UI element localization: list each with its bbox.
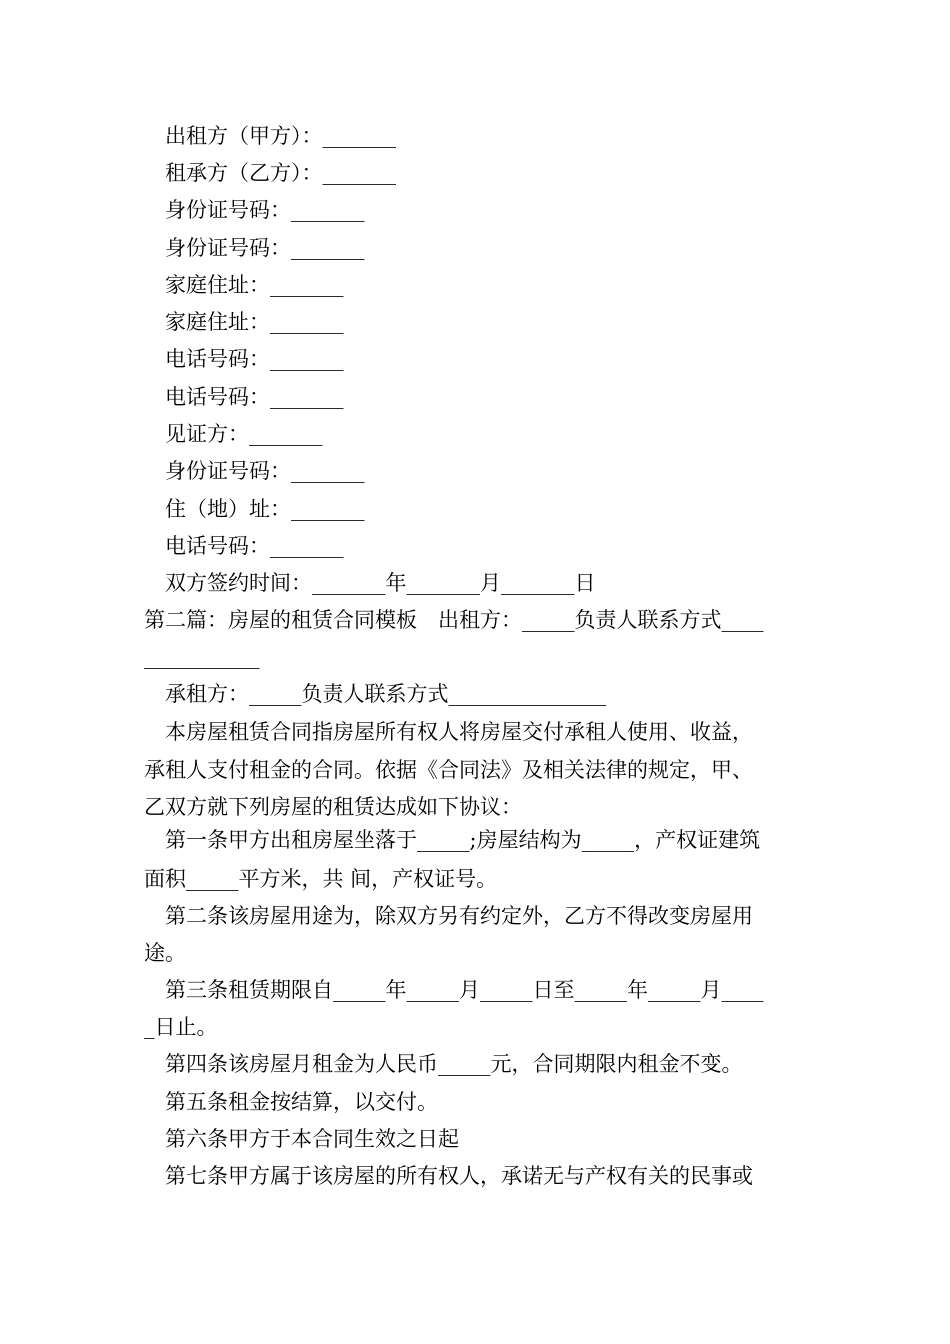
article-7-line: 第七条甲方属于该房屋的所有权人，承诺无与产权有关的民事或 [165, 1164, 753, 1188]
paragraph-line: 本房屋租赁合同指房屋所有权人将房屋交付承租人使用、收益， [165, 720, 753, 744]
lessee-party-line: 租承方（乙方）：_______ [165, 161, 396, 185]
address-line: 住（地）址：_______ [165, 497, 365, 521]
article-3-line: _日止。 [144, 1015, 218, 1039]
signing-date-line: 双方签约时间：_______年_______月_______日 [165, 571, 596, 595]
article-6-line: 第六条甲方于本合同生效之日起 [165, 1127, 459, 1151]
article-2-line: 途。 [144, 941, 186, 965]
article-3-line: 第三条租赁期限自_____年_____月_____日至_____年_____月____ [165, 978, 764, 1002]
article-2-line: 第二条该房屋用途为，除双方另有约定外，乙方不得改变房屋用 [165, 904, 753, 928]
article-4-line: 第四条该房屋月租金为人民币_____元，合同期限内租金不变。 [165, 1052, 743, 1076]
paragraph-line: 承租人支付租金的合同。依据《合同法》及相关法律的规定，甲、 [144, 758, 753, 782]
article-5-line: 第五条租金按结算，以交付。 [165, 1090, 438, 1114]
lessee-contact-line: 承租方：_____负责人联系方式_______________ [165, 682, 606, 706]
paragraph-line: 乙双方就下列房屋的租赁达成如下协议： [144, 795, 522, 819]
lessor-party-line: 出租方（甲方）：_______ [165, 124, 396, 148]
phone-number-line: 电话号码：_______ [165, 347, 344, 371]
id-number-line: 身份证号码：_______ [165, 459, 365, 483]
home-address-line: 家庭住址：_______ [165, 273, 344, 297]
id-number-line: 身份证号码：_______ [165, 198, 365, 222]
article-1-line: 第一条甲方出租房屋坐落于_____;房屋结构为_____，产权证建筑 [165, 828, 761, 852]
phone-number-line: 电话号码：_______ [165, 385, 344, 409]
phone-number-line: 电话号码：_______ [165, 534, 344, 558]
home-address-line: 家庭住址：_______ [165, 310, 344, 334]
article-1-line: 面积_____平方米，共 间，产权证号。 [144, 867, 498, 891]
witness-line: 见证方：_______ [165, 422, 323, 446]
section-heading-continued: ___________ [144, 645, 260, 669]
id-number-line: 身份证号码：_______ [165, 236, 365, 260]
section-heading: 第二篇：房屋的租赁合同模板 出租方：_____负责人联系方式____ [144, 608, 764, 632]
